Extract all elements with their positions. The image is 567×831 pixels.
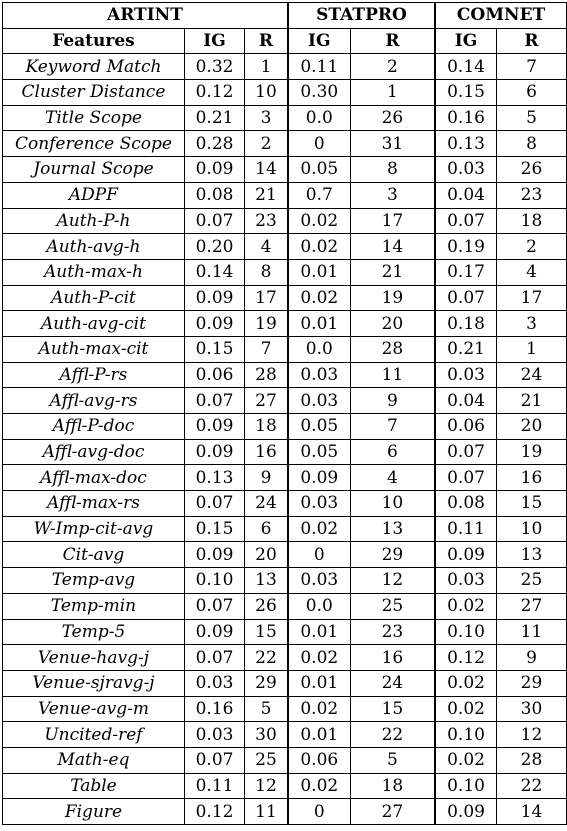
cell-statpro-ig: 0 [288, 131, 350, 157]
cell-feature-name: Cluster Distance [3, 80, 185, 106]
cell-statpro-r: 5 [350, 747, 435, 773]
cell-comnet-ig: 0.12 [435, 645, 496, 671]
cell-comnet-r: 13 [497, 542, 567, 568]
cell-artint-ig: 0.03 [184, 722, 244, 748]
cell-artint-ig: 0.15 [184, 336, 244, 362]
cell-statpro-r: 24 [350, 670, 435, 696]
cell-artint-ig: 0.15 [184, 516, 244, 542]
cell-statpro-r: 23 [350, 619, 435, 645]
cell-comnet-r: 3 [497, 311, 567, 337]
cell-comnet-ig: 0.07 [435, 285, 496, 311]
cell-comnet-ig: 0.07 [435, 208, 496, 234]
cell-artint-r: 8 [245, 259, 288, 285]
cell-feature-name: Affl-P-rs [3, 362, 185, 388]
cell-statpro-ig: 0.05 [288, 414, 350, 440]
cell-feature-name: W-Imp-cit-avg [3, 516, 185, 542]
table-row [3, 259, 567, 285]
cell-comnet-r: 7 [497, 54, 567, 80]
cell-statpro-r: 2 [350, 54, 435, 80]
table-row [3, 131, 567, 157]
cell-statpro-ig: 0.03 [288, 362, 350, 388]
cell-comnet-ig: 0.15 [435, 80, 496, 106]
cell-comnet-ig: 0.02 [435, 593, 496, 619]
cell-statpro-ig: 0.01 [288, 259, 350, 285]
cell-comnet-r: 18 [497, 208, 567, 234]
cell-comnet-r: 25 [497, 568, 567, 594]
cell-statpro-ig: 0.05 [288, 157, 350, 183]
cell-comnet-ig: 0.07 [435, 439, 496, 465]
cell-artint-r: 16 [245, 439, 288, 465]
cell-comnet-r: 6 [497, 80, 567, 106]
cell-feature-name: Affl-P-doc [3, 414, 185, 440]
table-row [3, 414, 567, 440]
cell-statpro-r: 19 [350, 285, 435, 311]
cell-feature-name: Conference Scope [3, 131, 185, 157]
cell-statpro-r: 27 [350, 799, 435, 825]
cell-artint-r: 13 [245, 568, 288, 594]
cell-statpro-r: 12 [350, 568, 435, 594]
cell-artint-r: 19 [245, 311, 288, 337]
cell-statpro-ig: 0.0 [288, 593, 350, 619]
cell-statpro-r: 18 [350, 773, 435, 799]
table-row [3, 388, 567, 414]
cell-statpro-r: 17 [350, 208, 435, 234]
cell-feature-name: Figure [3, 799, 185, 825]
cell-statpro-r: 4 [350, 465, 435, 491]
cell-comnet-ig: 0.02 [435, 747, 496, 773]
cell-artint-ig: 0.14 [184, 259, 244, 285]
cell-artint-ig: 0.16 [184, 696, 244, 722]
cell-artint-r: 26 [245, 593, 288, 619]
cell-artint-ig: 0.32 [184, 54, 244, 80]
feature-table-container [2, 2, 567, 825]
cell-artint-r: 30 [245, 722, 288, 748]
cell-statpro-ig: 0.02 [288, 285, 350, 311]
cell-statpro-ig: 0.11 [288, 54, 350, 80]
cell-statpro-ig: 0.02 [288, 208, 350, 234]
cell-comnet-ig: 0.03 [435, 362, 496, 388]
cell-comnet-ig: 0.09 [435, 542, 496, 568]
table-row [3, 568, 567, 594]
cell-artint-ig: 0.09 [184, 157, 244, 183]
cell-artint-ig: 0.07 [184, 645, 244, 671]
cell-statpro-ig: 0.02 [288, 234, 350, 260]
group-header-comnet: COMNET [435, 3, 566, 29]
cell-statpro-ig: 0.02 [288, 773, 350, 799]
cell-comnet-ig: 0.02 [435, 696, 496, 722]
cell-artint-ig: 0.12 [184, 80, 244, 106]
table-row [3, 208, 567, 234]
cell-statpro-ig: 0.01 [288, 722, 350, 748]
cell-artint-ig: 0.21 [184, 105, 244, 131]
cell-statpro-r: 11 [350, 362, 435, 388]
cell-artint-ig: 0.09 [184, 619, 244, 645]
cell-comnet-r: 15 [497, 491, 567, 517]
cell-comnet-ig: 0.09 [435, 799, 496, 825]
table-row [3, 362, 567, 388]
table-row [3, 54, 567, 80]
cell-artint-r: 4 [245, 234, 288, 260]
cell-comnet-r: 21 [497, 388, 567, 414]
cell-comnet-ig: 0.03 [435, 157, 496, 183]
table-row [3, 799, 567, 825]
cell-artint-r: 14 [245, 157, 288, 183]
column-header-row [3, 28, 567, 54]
cell-statpro-r: 21 [350, 259, 435, 285]
cell-comnet-r: 28 [497, 747, 567, 773]
cell-feature-name: Auth-avg-cit [3, 311, 185, 337]
cell-statpro-ig: 0.0 [288, 105, 350, 131]
cell-artint-ig: 0.03 [184, 670, 244, 696]
cell-feature-name: Uncited-ref [3, 722, 185, 748]
cell-statpro-ig: 0.03 [288, 491, 350, 517]
cell-artint-r: 23 [245, 208, 288, 234]
table-row [3, 157, 567, 183]
cell-artint-ig: 0.09 [184, 414, 244, 440]
cell-statpro-r: 22 [350, 722, 435, 748]
cell-artint-ig: 0.11 [184, 773, 244, 799]
cell-statpro-ig: 0.30 [288, 80, 350, 106]
cell-feature-name: Auth-max-cit [3, 336, 185, 362]
cell-comnet-ig: 0.14 [435, 54, 496, 80]
table-row [3, 542, 567, 568]
cell-artint-r: 27 [245, 388, 288, 414]
cell-feature-name: Journal Scope [3, 157, 185, 183]
cell-artint-r: 17 [245, 285, 288, 311]
cell-comnet-ig: 0.18 [435, 311, 496, 337]
column-header-features: Features [3, 28, 185, 54]
cell-statpro-ig: 0.03 [288, 388, 350, 414]
cell-artint-r: 3 [245, 105, 288, 131]
cell-artint-r: 18 [245, 414, 288, 440]
cell-feature-name: Title Scope [3, 105, 185, 131]
cell-feature-name: Affl-max-rs [3, 491, 185, 517]
table-row [3, 516, 567, 542]
cell-comnet-ig: 0.16 [435, 105, 496, 131]
cell-artint-ig: 0.07 [184, 388, 244, 414]
cell-statpro-r: 16 [350, 645, 435, 671]
cell-feature-name: Auth-max-h [3, 259, 185, 285]
cell-feature-name: Venue-sjravg-j [3, 670, 185, 696]
table-row [3, 311, 567, 337]
cell-feature-name: Math-eq [3, 747, 185, 773]
cell-artint-r: 25 [245, 747, 288, 773]
cell-feature-name: Table [3, 773, 185, 799]
cell-artint-ig: 0.13 [184, 465, 244, 491]
cell-feature-name: Affl-avg-doc [3, 439, 185, 465]
cell-artint-r: 6 [245, 516, 288, 542]
cell-artint-r: 7 [245, 336, 288, 362]
cell-artint-r: 5 [245, 696, 288, 722]
cell-comnet-r: 11 [497, 619, 567, 645]
cell-statpro-ig: 0.02 [288, 516, 350, 542]
cell-artint-r: 1 [245, 54, 288, 80]
cell-statpro-ig: 0.03 [288, 568, 350, 594]
column-header-artint-r: R [245, 28, 288, 54]
cell-artint-ig: 0.07 [184, 208, 244, 234]
column-header-statpro-r: R [350, 28, 435, 54]
cell-feature-name: Venue-havg-j [3, 645, 185, 671]
cell-artint-ig: 0.10 [184, 568, 244, 594]
cell-statpro-ig: 0.02 [288, 696, 350, 722]
group-header-row [3, 3, 567, 29]
cell-statpro-r: 25 [350, 593, 435, 619]
cell-comnet-r: 16 [497, 465, 567, 491]
cell-artint-r: 9 [245, 465, 288, 491]
group-header-artint: ARTINT [3, 3, 288, 29]
table-row [3, 439, 567, 465]
cell-statpro-ig: 0.05 [288, 439, 350, 465]
cell-comnet-r: 19 [497, 439, 567, 465]
cell-artint-ig: 0.07 [184, 747, 244, 773]
cell-comnet-r: 5 [497, 105, 567, 131]
cell-statpro-ig: 0.7 [288, 182, 350, 208]
cell-statpro-r: 7 [350, 414, 435, 440]
feature-ranking-table [2, 2, 567, 825]
cell-comnet-ig: 0.19 [435, 234, 496, 260]
cell-comnet-r: 20 [497, 414, 567, 440]
cell-comnet-ig: 0.10 [435, 722, 496, 748]
group-header-statpro: STATPRO [288, 3, 435, 29]
cell-comnet-ig: 0.17 [435, 259, 496, 285]
cell-feature-name: Affl-max-doc [3, 465, 185, 491]
table-row [3, 491, 567, 517]
table-row [3, 696, 567, 722]
cell-artint-ig: 0.09 [184, 439, 244, 465]
cell-comnet-r: 2 [497, 234, 567, 260]
cell-artint-ig: 0.20 [184, 234, 244, 260]
cell-statpro-ig: 0.09 [288, 465, 350, 491]
cell-artint-ig: 0.07 [184, 491, 244, 517]
cell-feature-name: Cit-avg [3, 542, 185, 568]
cell-comnet-ig: 0.10 [435, 619, 496, 645]
cell-statpro-ig: 0 [288, 542, 350, 568]
table-body [3, 54, 567, 825]
cell-artint-ig: 0.12 [184, 799, 244, 825]
cell-artint-r: 20 [245, 542, 288, 568]
cell-feature-name: Auth-avg-h [3, 234, 185, 260]
cell-artint-r: 12 [245, 773, 288, 799]
cell-artint-r: 15 [245, 619, 288, 645]
cell-comnet-r: 24 [497, 362, 567, 388]
cell-statpro-r: 26 [350, 105, 435, 131]
cell-artint-ig: 0.09 [184, 285, 244, 311]
cell-comnet-r: 4 [497, 259, 567, 285]
table-row [3, 670, 567, 696]
cell-statpro-r: 29 [350, 542, 435, 568]
cell-comnet-r: 12 [497, 722, 567, 748]
cell-comnet-r: 8 [497, 131, 567, 157]
cell-statpro-r: 3 [350, 182, 435, 208]
cell-artint-r: 21 [245, 182, 288, 208]
cell-comnet-ig: 0.03 [435, 568, 496, 594]
cell-comnet-ig: 0.11 [435, 516, 496, 542]
cell-statpro-r: 9 [350, 388, 435, 414]
cell-artint-r: 2 [245, 131, 288, 157]
cell-statpro-ig: 0.01 [288, 670, 350, 696]
table-row [3, 182, 567, 208]
cell-comnet-ig: 0.06 [435, 414, 496, 440]
cell-comnet-r: 17 [497, 285, 567, 311]
table-row [3, 593, 567, 619]
cell-comnet-r: 23 [497, 182, 567, 208]
cell-comnet-ig: 0.07 [435, 465, 496, 491]
table-row [3, 234, 567, 260]
cell-comnet-ig: 0.13 [435, 131, 496, 157]
cell-statpro-r: 28 [350, 336, 435, 362]
cell-comnet-ig: 0.21 [435, 336, 496, 362]
cell-statpro-r: 10 [350, 491, 435, 517]
cell-feature-name: Temp-5 [3, 619, 185, 645]
cell-statpro-ig: 0 [288, 799, 350, 825]
cell-artint-ig: 0.07 [184, 593, 244, 619]
table-row [3, 722, 567, 748]
cell-feature-name: Keyword Match [3, 54, 185, 80]
cell-feature-name: Auth-P-h [3, 208, 185, 234]
cell-statpro-r: 13 [350, 516, 435, 542]
cell-artint-ig: 0.08 [184, 182, 244, 208]
table-row [3, 285, 567, 311]
cell-comnet-r: 22 [497, 773, 567, 799]
cell-feature-name: ADPF [3, 182, 185, 208]
cell-statpro-r: 1 [350, 80, 435, 106]
table-row [3, 336, 567, 362]
table-row [3, 105, 567, 131]
cell-artint-r: 22 [245, 645, 288, 671]
cell-artint-ig: 0.28 [184, 131, 244, 157]
cell-artint-r: 24 [245, 491, 288, 517]
table-row [3, 619, 567, 645]
cell-artint-ig: 0.09 [184, 311, 244, 337]
column-header-statpro-ig: IG [288, 28, 350, 54]
cell-statpro-r: 15 [350, 696, 435, 722]
cell-comnet-r: 1 [497, 336, 567, 362]
cell-statpro-r: 6 [350, 439, 435, 465]
cell-artint-ig: 0.09 [184, 542, 244, 568]
table-row [3, 773, 567, 799]
cell-statpro-ig: 0.01 [288, 311, 350, 337]
cell-comnet-ig: 0.02 [435, 670, 496, 696]
table-row [3, 80, 567, 106]
cell-statpro-r: 31 [350, 131, 435, 157]
cell-statpro-r: 8 [350, 157, 435, 183]
table-row [3, 465, 567, 491]
cell-comnet-r: 29 [497, 670, 567, 696]
cell-comnet-r: 27 [497, 593, 567, 619]
cell-statpro-ig: 0.06 [288, 747, 350, 773]
cell-statpro-r: 14 [350, 234, 435, 260]
column-header-artint-ig: IG [184, 28, 244, 54]
cell-feature-name: Temp-avg [3, 568, 185, 594]
cell-comnet-r: 14 [497, 799, 567, 825]
cell-artint-r: 10 [245, 80, 288, 106]
cell-artint-r: 11 [245, 799, 288, 825]
cell-feature-name: Venue-avg-m [3, 696, 185, 722]
cell-comnet-r: 26 [497, 157, 567, 183]
cell-comnet-ig: 0.10 [435, 773, 496, 799]
cell-feature-name: Temp-min [3, 593, 185, 619]
cell-comnet-ig: 0.04 [435, 388, 496, 414]
cell-comnet-r: 30 [497, 696, 567, 722]
cell-statpro-ig: 0.01 [288, 619, 350, 645]
cell-statpro-ig: 0.02 [288, 645, 350, 671]
cell-feature-name: Affl-avg-rs [3, 388, 185, 414]
table-row [3, 645, 567, 671]
cell-statpro-r: 20 [350, 311, 435, 337]
table-row [3, 747, 567, 773]
cell-statpro-ig: 0.0 [288, 336, 350, 362]
cell-artint-r: 28 [245, 362, 288, 388]
column-header-comnet-ig: IG [435, 28, 496, 54]
cell-comnet-r: 10 [497, 516, 567, 542]
cell-artint-r: 29 [245, 670, 288, 696]
cell-comnet-ig: 0.04 [435, 182, 496, 208]
cell-feature-name: Auth-P-cit [3, 285, 185, 311]
cell-comnet-r: 9 [497, 645, 567, 671]
column-header-comnet-r: R [497, 28, 567, 54]
cell-comnet-ig: 0.08 [435, 491, 496, 517]
cell-artint-ig: 0.06 [184, 362, 244, 388]
